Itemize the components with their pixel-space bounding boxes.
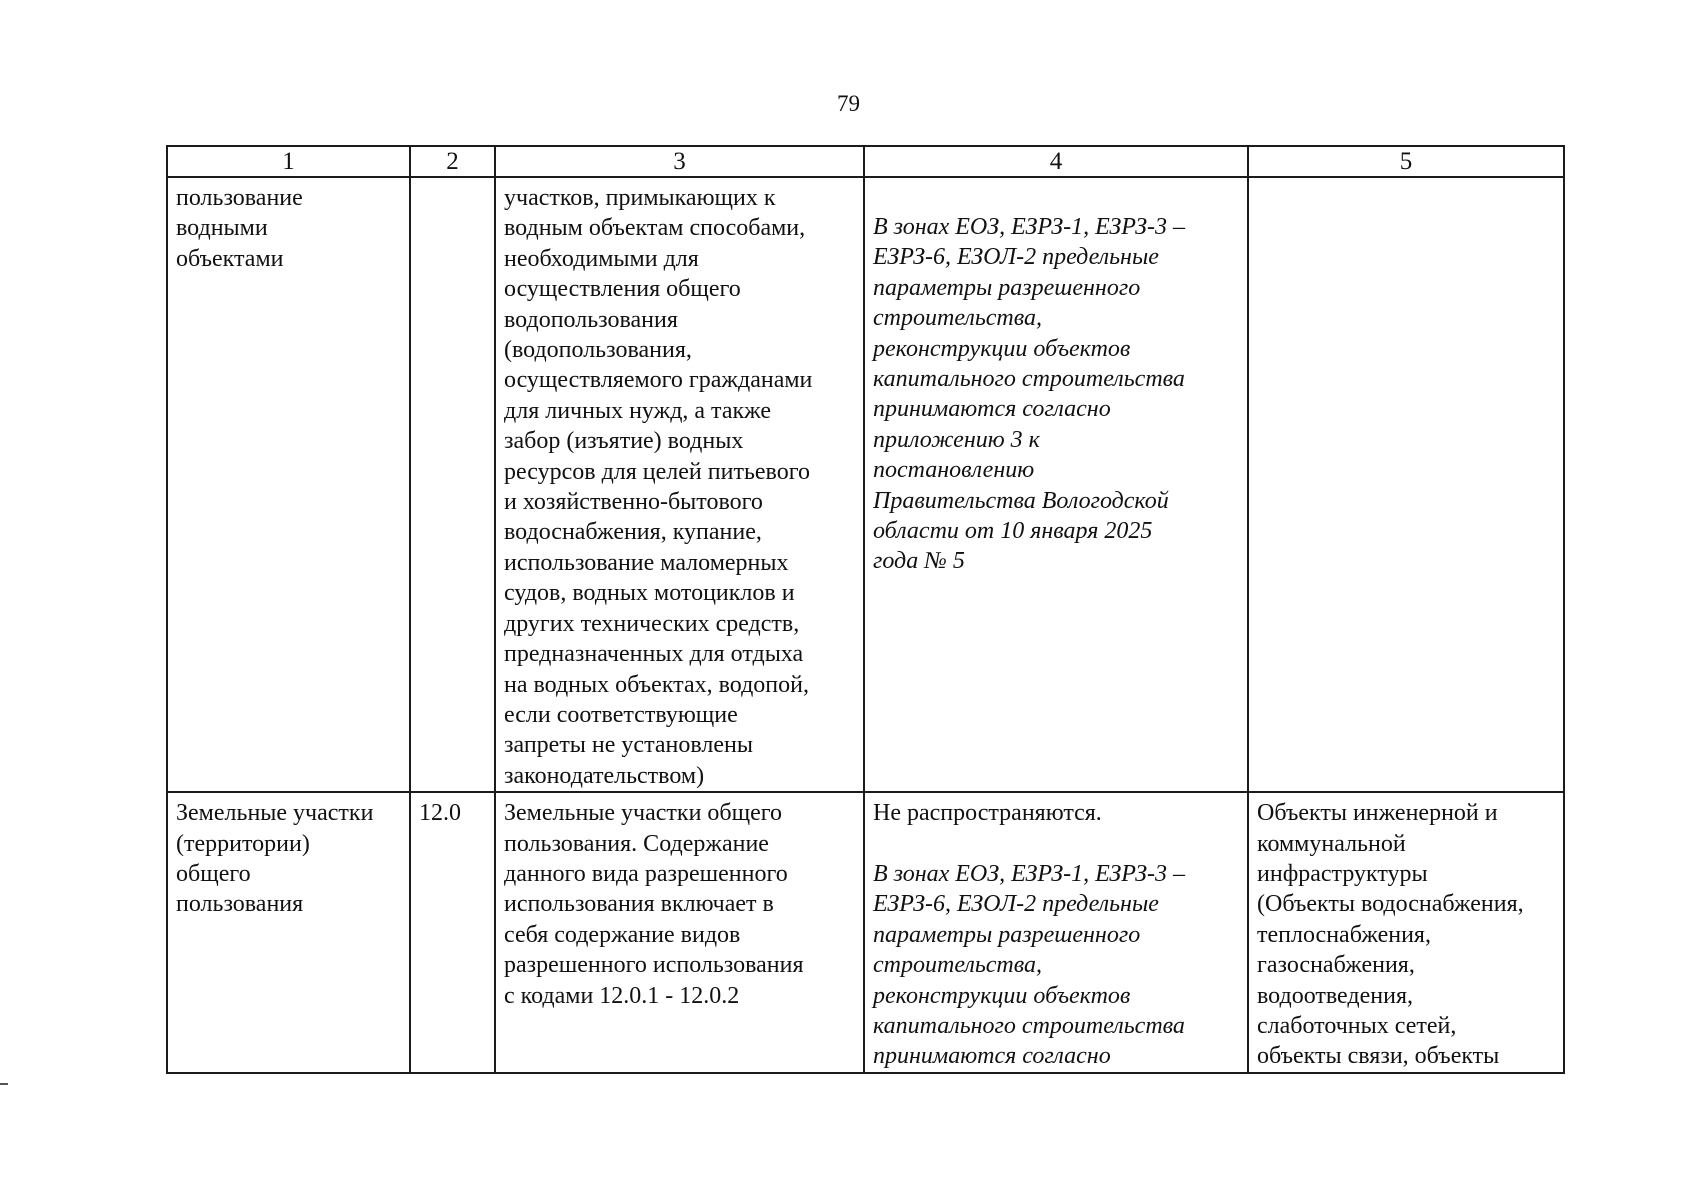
text-line: (территории) bbox=[176, 830, 310, 857]
header-row bbox=[167, 146, 1564, 177]
table-row bbox=[167, 792, 1564, 1073]
text-line: если соответствующие bbox=[504, 701, 738, 728]
text-line: других технических средств, bbox=[504, 610, 800, 637]
description-cell bbox=[495, 792, 864, 1073]
column-header: 1 bbox=[167, 146, 410, 177]
text-line: водными bbox=[176, 215, 268, 242]
text-line: с кодами 12.0.1 - 12.0.2 bbox=[504, 982, 740, 1009]
text-line: Правительства Вологодской bbox=[873, 487, 1169, 514]
text-line: строительства, bbox=[873, 305, 1042, 332]
parameters-cell bbox=[864, 792, 1248, 1073]
text-line: водоотведения, bbox=[1257, 982, 1413, 1009]
text-line: В зонах ЕОЗ, ЕЗРЗ-1, ЕЗРЗ-3 – bbox=[873, 860, 1186, 887]
text-line: предназначенных для отдыха bbox=[504, 641, 804, 668]
text-line: приложению 3 к bbox=[873, 426, 1040, 453]
text-line: (Объекты водоснабжения, bbox=[1257, 891, 1524, 918]
text-line: реконструкции объектов bbox=[873, 335, 1131, 362]
text-line: (водопользования, bbox=[504, 337, 692, 364]
text-line: В зонах ЕОЗ, ЕЗРЗ-1, ЕЗРЗ-3 – bbox=[873, 214, 1186, 240]
text-line: и хозяйственно-бытового bbox=[504, 489, 763, 516]
text-line: ЕЗРЗ-6, ЕЗОЛ-2 предельные bbox=[873, 891, 1159, 918]
column-header: 5 bbox=[1248, 146, 1564, 177]
text-line: общего bbox=[176, 860, 251, 887]
text-line: необходимыми для bbox=[504, 245, 699, 272]
text-line: параметры разрешенного bbox=[873, 921, 1141, 948]
page-number: 79 bbox=[837, 91, 860, 116]
objects-cell bbox=[1248, 177, 1564, 792]
text-line: принимаются согласно bbox=[873, 1043, 1111, 1070]
text-line: судов, водных мотоциклов и bbox=[504, 580, 795, 607]
column-header: 4 bbox=[864, 146, 1248, 177]
text-line: параметры разрешенного bbox=[873, 274, 1141, 301]
text-line: пользования. Содержание bbox=[504, 830, 769, 857]
land-use-type-cell bbox=[167, 177, 410, 792]
text-line: объектами bbox=[176, 245, 284, 272]
text-line: года № 5 bbox=[873, 548, 965, 575]
text-line: пользования bbox=[176, 891, 304, 918]
not-applicable-text: Не распространяются. bbox=[873, 800, 1102, 827]
parameters-cell bbox=[864, 177, 1248, 792]
code-cell: 12.0 bbox=[410, 792, 495, 1073]
text-line: использование маломерных bbox=[504, 549, 789, 576]
text-line: реконструкции объектов bbox=[873, 982, 1131, 1009]
text-line: использования включает в bbox=[504, 891, 774, 918]
land-use-type-cell bbox=[167, 792, 410, 1073]
margin-mark bbox=[0, 1083, 8, 1085]
text-line: осуществления общего bbox=[504, 276, 741, 303]
text-line: слаботочных сетей, bbox=[1257, 1012, 1457, 1039]
table-row bbox=[167, 177, 1564, 792]
text-line: ЕЗРЗ-6, ЕЗОЛ-2 предельные bbox=[873, 244, 1159, 271]
text-line: коммунальной bbox=[1257, 830, 1406, 857]
text-line: водопользования bbox=[504, 306, 678, 333]
column-header: 3 bbox=[495, 146, 864, 177]
text-line: законодательством) bbox=[504, 762, 705, 789]
text-line: себя содержание видов bbox=[504, 921, 741, 948]
text-line: ресурсов для целей питьевого bbox=[504, 458, 810, 485]
text-line: осуществляемого гражданами bbox=[504, 367, 813, 394]
text-line: объекты связи, объекты bbox=[1257, 1043, 1500, 1070]
text-line: водоснабжения, купание, bbox=[504, 519, 762, 546]
text-line: пользование bbox=[176, 185, 303, 211]
text-line: Земельные участки общего bbox=[504, 800, 783, 827]
text-line: области от 10 января 2025 bbox=[873, 518, 1153, 545]
description-cell bbox=[495, 177, 864, 792]
text-line: Земельные участки bbox=[176, 800, 374, 827]
text-line: постановлению bbox=[873, 457, 1035, 484]
text-line: теплоснабжения, bbox=[1257, 921, 1431, 948]
regulations-table bbox=[166, 145, 1565, 1074]
text-line: данного вида разрешенного bbox=[504, 860, 788, 887]
text-line: принимаются согласно bbox=[873, 396, 1111, 423]
text-line: водным объектам способами, bbox=[504, 215, 806, 242]
text-line: Объекты инженерной и bbox=[1257, 800, 1498, 827]
text-line: забор (изъятие) водных bbox=[504, 428, 744, 455]
code-cell bbox=[410, 177, 495, 792]
column-header: 2 bbox=[410, 146, 495, 177]
text-line: участков, примыкающих к bbox=[504, 185, 776, 211]
text-line: строительства, bbox=[873, 952, 1042, 979]
text-line: газоснабжения, bbox=[1257, 952, 1415, 979]
text-line: для личных нужд, а также bbox=[504, 397, 772, 424]
text-line: на водных объектах, водопой, bbox=[504, 671, 809, 698]
text-line: разрешенного использования bbox=[504, 952, 804, 979]
objects-cell bbox=[1248, 792, 1564, 1073]
text-line: капитального строительства bbox=[873, 1012, 1185, 1039]
text-line: запреты не установлены bbox=[504, 732, 753, 759]
text-line: инфраструктуры bbox=[1257, 860, 1428, 887]
text-line: капитального строительства bbox=[873, 366, 1185, 393]
